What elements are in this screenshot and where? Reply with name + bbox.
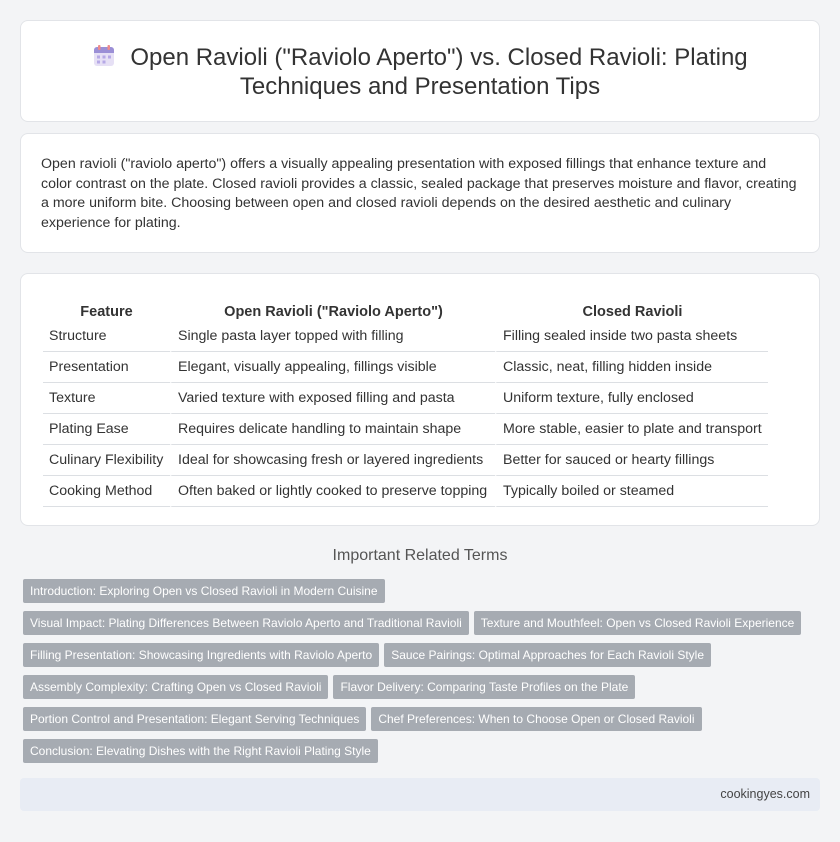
- related-terms-list: [23, 579, 813, 771]
- table-row: [43, 414, 768, 445]
- cell-closed: Classic, neat, filling hidden inside: [495, 352, 768, 383]
- related-term-link[interactable]: Assembly Complexity: Crafting Open vs Closed Ravioli: [23, 675, 328, 699]
- cell-closed: Filling sealed inside two pasta sheets: [495, 321, 768, 352]
- page-title: [21, 43, 819, 101]
- cell-feature: Structure: [43, 321, 170, 352]
- footer-site-link[interactable]: cookingyes.com: [720, 787, 810, 801]
- cell-closed: More stable, easier to plate and transport: [495, 414, 768, 445]
- related-term-link[interactable]: Conclusion: Elevating Dishes with the Right Ravioli Plating Style: [23, 739, 378, 763]
- cell-open: Elegant, visually appealing, fillings visible: [170, 352, 495, 383]
- title-line-2: Techniques and Presentation Tips: [239, 73, 601, 100]
- cell-closed: Typically boiled or steamed: [495, 476, 768, 507]
- related-term-link[interactable]: Flavor Delivery: Comparing Taste Profiles on the Plate: [333, 675, 635, 699]
- cell-feature: Texture: [43, 383, 170, 414]
- related-term-link[interactable]: Introduction: Exploring Open vs Closed Ravioli in Modern Cuisine: [23, 579, 385, 603]
- related-term-link[interactable]: Filling Presentation: Showcasing Ingredients with Raviolo Aperto: [23, 643, 379, 667]
- header-closed-ravioli: Closed Ravioli: [495, 296, 768, 321]
- cell-feature: Presentation: [43, 352, 170, 383]
- related-term-link[interactable]: Portion Control and Presentation: Elegant Serving Techniques: [23, 707, 366, 731]
- table-row: [43, 321, 768, 352]
- cell-feature: Plating Ease: [43, 414, 170, 445]
- calendar-icon: [92, 44, 116, 68]
- related-term-link[interactable]: Sauce Pairings: Optimal Approaches for Each Ravioli Style: [384, 643, 711, 667]
- cell-closed: Uniform texture, fully enclosed: [495, 383, 768, 414]
- cell-feature: Cooking Method: [43, 476, 170, 507]
- table-row: [43, 476, 768, 507]
- tag-row: [23, 675, 813, 707]
- related-term-link[interactable]: Texture and Mouthfeel: Open vs Closed Ravioli Experience: [474, 611, 802, 635]
- related-term-link[interactable]: Visual Impact: Plating Differences Between Raviolo Aperto and Traditional Ravioli: [23, 611, 469, 635]
- cell-open: Varied texture with exposed filling and pasta: [170, 383, 495, 414]
- cell-open: Often baked or lightly cooked to preserve topping: [170, 476, 495, 507]
- title-text-1: Open Ravioli ("Raviolo Aperto") vs. Closed Ravioli: Plating: [130, 44, 748, 71]
- table-header-row: [43, 296, 768, 321]
- related-term-link[interactable]: Chef Preferences: When to Choose Open or Closed Ravioli: [371, 707, 701, 731]
- tag-row: [23, 579, 813, 611]
- table-row: [43, 445, 768, 476]
- tag-row: [23, 643, 813, 675]
- header-open-ravioli: Open Ravioli ("Raviolo Aperto"): [170, 296, 495, 321]
- header-feature: Feature: [80, 304, 133, 320]
- footer: [20, 778, 820, 811]
- cell-closed: Better for sauced or hearty fillings: [495, 445, 768, 476]
- summary-card: [20, 133, 820, 253]
- cell-open: Requires delicate handling to maintain shape: [170, 414, 495, 445]
- cell-feature: Culinary Flexibility: [43, 445, 170, 476]
- related-terms-heading: Important Related Terms: [332, 547, 508, 564]
- cell-open: Ideal for showcasing fresh or layered ingredients: [170, 445, 495, 476]
- table-row: [43, 383, 768, 414]
- table-row: [43, 352, 768, 383]
- tag-row: [23, 739, 813, 771]
- tag-row: [23, 611, 813, 643]
- title-card: [20, 20, 820, 122]
- cell-open: Single pasta layer topped with filling: [170, 321, 495, 352]
- tag-row: [23, 707, 813, 739]
- comparison-card: [20, 273, 820, 526]
- title-line-1: [21, 43, 819, 72]
- comparison-table: [43, 296, 768, 507]
- summary-text: Open ravioli ("raviolo aperto") offers a visually appealing presentation with exposed fillings that enhance texture and color contrast on the plate. Closed ravioli provides a classic, sealed package that preserves moisture and flavor, creating a more uniform bite. Choosing between open and closed ravioli depends on the desired aesthetic and culinary experience for plating.: [41, 156, 797, 231]
